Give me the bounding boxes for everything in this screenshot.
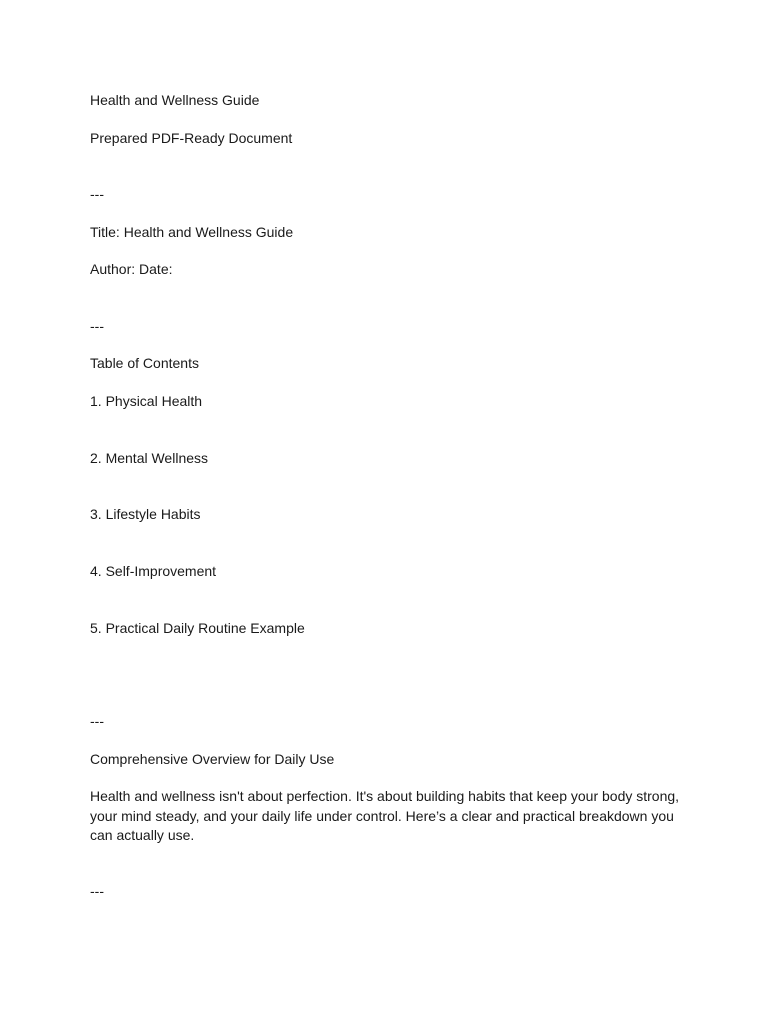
document-heading: Health and Wellness Guide xyxy=(90,92,260,108)
toc-heading: Table of Contents xyxy=(90,355,199,371)
overview-heading: Comprehensive Overview for Daily Use xyxy=(90,751,335,767)
separator: --- xyxy=(90,318,104,334)
separator: --- xyxy=(90,713,104,729)
separator: --- xyxy=(90,883,104,899)
overview-paragraph xyxy=(90,787,690,846)
toc-item: 5. Practical Daily Routine Example xyxy=(90,620,305,636)
overview-line: can actually use. xyxy=(90,827,195,843)
meta-author-date-line: Author: Date: xyxy=(90,261,173,277)
separator: --- xyxy=(90,186,104,202)
toc-item: 4. Self-Improvement xyxy=(90,563,217,579)
toc-item: 2. Mental Wellness xyxy=(90,450,209,466)
meta-title-line: Title: Health and Wellness Guide xyxy=(90,224,294,240)
toc-item: 3. Lifestyle Habits xyxy=(90,506,201,522)
overview-line: your mind steady, and your daily life under control. Here’s a clear and practical breakdown you xyxy=(90,807,674,824)
document-subheading: Prepared PDF-Ready Document xyxy=(90,130,293,146)
overview-line: Health and wellness isn't about perfection. It's about building habits that keep your body strong, xyxy=(90,788,680,804)
toc-item: 1. Physical Health xyxy=(90,393,203,409)
